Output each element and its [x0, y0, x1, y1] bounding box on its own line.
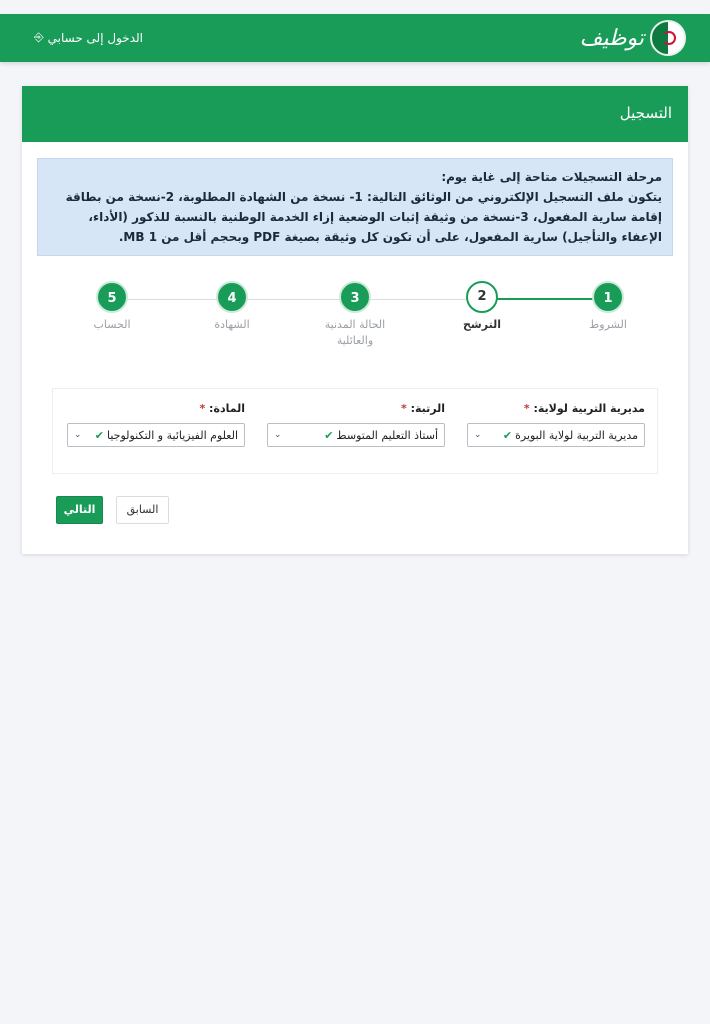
step-3[interactable] [295, 281, 415, 349]
top-navbar [0, 14, 710, 62]
step-number: 1 [592, 281, 624, 313]
subject-value: العلوم الفيزيائية و التكنولوجيا [106, 428, 238, 442]
card-title: التسجيل [22, 86, 688, 142]
site-logo[interactable] [580, 20, 686, 56]
required-marker: * [523, 402, 530, 415]
check-icon: ✔ [502, 428, 513, 442]
candidacy-form [52, 388, 658, 474]
step-label: الشهادة [214, 318, 250, 331]
grade-select[interactable] [267, 423, 445, 447]
notice-body: يتكون ملف التسجيل الإلكتروني من الوثائق التالية: 1- نسخة من الشهادة المطلوبة، 2-نسخة من بطاقة إقامة سارية المفعول، 3-نسخة من وثيقة إثبات الوضعية إزاء الخدمة الوطنية بالنسبة للذكور (الأداء، الإعفاء والتأجيل) سارية المفعول، على أن تكون كل وثيقة بصيغة PDF وبحجم أقل من 1 MB. [65, 190, 662, 244]
login-link[interactable] [34, 30, 143, 45]
next-button[interactable]: التالي [56, 496, 103, 524]
step-number: 5 [96, 281, 128, 313]
step-label: الحالة المدنية والعائلية [324, 318, 386, 347]
grade-value: أستاذ التعليم المتوسط [336, 428, 438, 442]
directorate-select[interactable] [467, 423, 645, 447]
step-label: الحساب [93, 318, 131, 331]
previous-button[interactable]: السابق [116, 496, 169, 524]
info-notice [37, 158, 673, 256]
registration-card [22, 86, 688, 554]
step-number: 4 [216, 281, 248, 313]
notice-title: مرحلة التسجيلات متاحة إلى غاية يوم: [441, 170, 662, 184]
required-marker: * [400, 402, 407, 415]
grade-field [267, 401, 445, 447]
step-label: الترشح [463, 318, 501, 331]
chevron-down-icon: ⌄ [274, 430, 282, 440]
step-number: 2 [466, 281, 498, 313]
step-1[interactable] [548, 281, 668, 333]
registration-stepper [52, 281, 658, 361]
step-5[interactable] [52, 281, 172, 333]
directorate-field [467, 401, 645, 447]
logo-text: توظيف [579, 25, 644, 51]
directorate-value: مديرية التربية لولاية البويرة [515, 428, 638, 442]
subject-label: المادة: [209, 402, 245, 415]
check-icon: ✔ [324, 428, 334, 442]
step-2[interactable] [422, 281, 542, 333]
sign-in-icon: ⎆ [34, 30, 44, 44]
subject-field [67, 401, 245, 447]
chevron-down-icon: ⌄ [474, 430, 482, 440]
check-icon: ✔ [94, 428, 104, 442]
grade-label: الرتبة: [410, 402, 445, 415]
subject-select[interactable] [67, 423, 245, 447]
step-label: الشروط [589, 318, 627, 331]
emblem-icon [650, 20, 686, 56]
directorate-label: مديرية التربية لولاية: [533, 402, 645, 415]
step-number: 3 [339, 281, 371, 313]
chevron-down-icon: ⌄ [74, 430, 82, 440]
login-label: الدخول إلى حسابي [47, 30, 143, 45]
required-marker: * [199, 402, 206, 415]
step-4[interactable] [172, 281, 292, 333]
